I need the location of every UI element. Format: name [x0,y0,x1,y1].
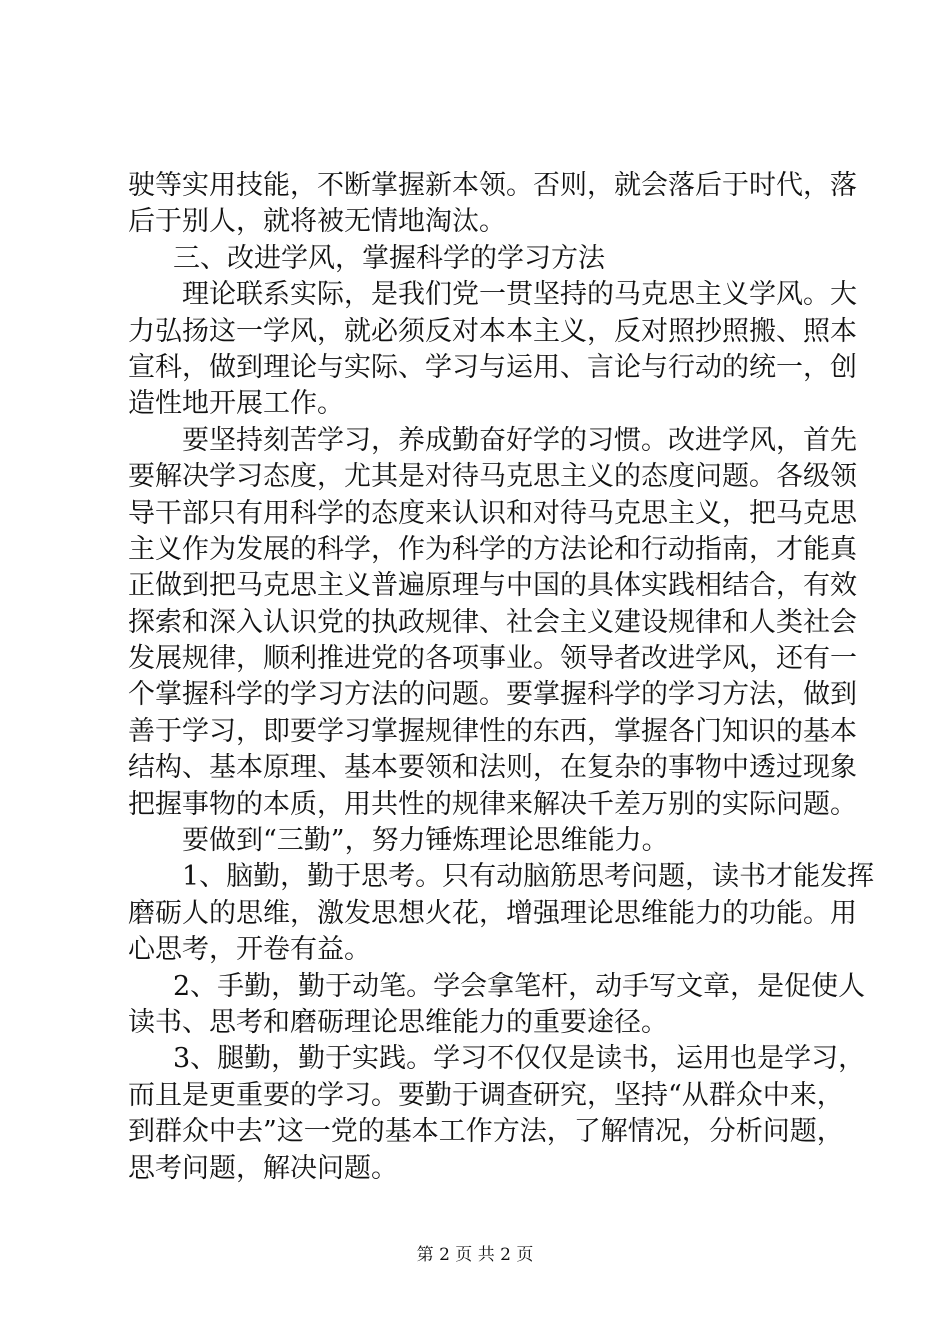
text-line: 正做到把马克思主义普遍原理与中国的具体实践相结合，有效 [128,570,857,602]
text-line: 探索和深入认识党的执政规律、社会主义建设规律和人类社会 [128,606,857,638]
text-line: 而且是更重要的学习。要勤于调查研究，坚持“从群众中来， [128,1079,844,1111]
text-line: 要解决学习态度，尤其是对待马克思主义的态度问题。各级领 [128,461,857,493]
text-line: 读书、思考和磨砺理论思维能力的重要途径。 [128,1006,668,1038]
text-line: 后于别人，就将被无情地淘汰。 [128,206,506,238]
text-line: 1、脑勤，勤于思考。只有动脑筋思考问题，读书才能发挥 [182,861,875,893]
text-line: 结构、基本原理、基本要领和法则，在复杂的事物中透过现象 [128,752,857,784]
text-line: 思考问题，解决问题。 [128,1152,398,1184]
text-line: 发展规律，顺利推进党的各项事业。领导者改进学风，还有一 [128,643,857,675]
text-line: 力弘扬这一学风，就必须反对本本主义，反对照抄照搬、照本 [128,315,857,347]
text-line: 心思考，开卷有益。 [128,934,371,966]
text-line: 驶等实用技能，不断掌握新本领。否则，就会落后于时代，落 [128,170,857,201]
text-line: 磨砺人的思维，激发思想火花，增强理论思维能力的功能。用 [128,897,857,929]
text-line: 善于学习，即要学习掌握规律性的东西，掌握各门知识的基本 [128,715,857,747]
body-text [128,168,875,1187]
text-line: 要坚持刻苦学习，养成勤奋好学的习惯。改进学风，首先 [182,424,857,456]
text-line: 造性地开展工作。 [128,388,344,420]
text-line: 主义作为发展的科学，作为科学的方法论和行动指南，才能真 [128,533,857,565]
text-line: 2、手勤，勤于动笔。学会拿笔杆，动手写文章，是促使人 [173,970,866,1002]
text-line: 理论联系实际，是我们党一贯坚持的马克思主义学风。大 [182,279,857,311]
text-line: 要做到“三勤”，努力锤炼理论思维能力。 [182,825,669,857]
text-line: 宣科，做到理论与实际、学习与运用、言论与行动的统一，创 [128,351,857,383]
text-line: 3、腿勤，勤于实践。学习不仅仅是读书，运用也是学习， [173,1043,866,1075]
text-line: 到群众中去”这一党的基本工作方法，了解情况，分析问题， [128,1116,844,1148]
text-line: 把握事物的本质，用共性的规律来解决千差万别的实际问题。 [128,788,857,820]
text-line: 导干部只有用科学的态度来认识和对待马克思主义，把马克思 [128,497,857,529]
text-line: 三、改进学风，掌握科学的学习方法 [173,242,605,274]
page-footer: 第 2 页 共 2 页 [416,1245,534,1265]
text-line: 个掌握科学的学习方法的问题。要掌握科学的学习方法，做到 [128,679,857,711]
